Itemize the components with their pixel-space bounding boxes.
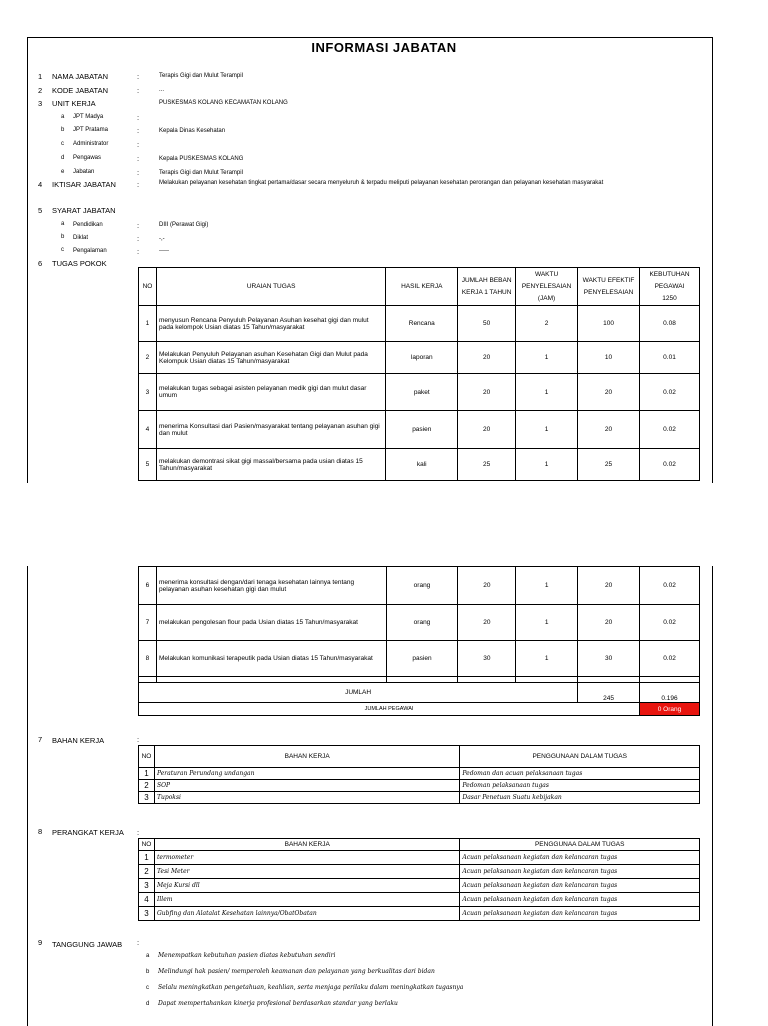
list-letter: b: [146, 969, 150, 975]
cell-efektif: 20: [578, 411, 640, 449]
cell-no: 7: [139, 605, 157, 641]
table-row: [139, 879, 700, 893]
header-kebutuhan-label: KEBUTUHAN PEGAWAI: [649, 270, 690, 290]
cell-bahan: termometer: [154, 851, 459, 865]
cell-kebutuhan: 0.02: [640, 567, 700, 605]
table-row: [139, 865, 700, 879]
cell-no: 1: [139, 851, 155, 865]
cell-hasil: paket: [386, 374, 458, 411]
cell-waktu: 1: [516, 605, 578, 641]
sub-value: Terapis Gigi dan Mulut Terampil: [159, 170, 243, 176]
cell-no: 2: [139, 780, 155, 792]
total-row: [139, 683, 700, 703]
field-num: 3: [38, 99, 43, 108]
sub-letter: c: [61, 247, 64, 253]
sub-label: Pengalaman: [73, 248, 107, 254]
cell-hasil: laporan: [386, 342, 458, 374]
cell-bahan: Meja Kursi dll: [154, 879, 459, 893]
cell-efektif: 20: [578, 605, 640, 641]
sub-label: Pengawas: [73, 155, 102, 161]
section-label: TANGGUNG JAWAB: [52, 940, 123, 949]
tugas-table-a: [138, 267, 700, 481]
cell-efektif: 20: [578, 567, 640, 605]
field-colon: :: [137, 234, 140, 243]
cell-no: 3: [139, 907, 155, 921]
cell-hasil: orang: [386, 567, 458, 605]
list-item: Melindungi hak pasien/ memperoleh keamanan dan pelayanan yang berkualitas dari bidan: [158, 968, 435, 975]
header-jumlah: JUMLAH BEBAN KERJA 1 TAHUN: [458, 268, 516, 306]
cell-jumlah: 20: [458, 342, 516, 374]
perangkat-table: [138, 838, 700, 921]
cell-hasil: orang: [386, 605, 458, 641]
field-colon: :: [137, 72, 140, 81]
sub-label: JPT Madya: [73, 114, 104, 120]
cell-guna: Acuan pelaksanaan kegiatan dan kelancaran tugas: [460, 893, 700, 907]
field-colon: :: [137, 247, 140, 256]
header-no: NO: [139, 746, 155, 768]
table-row: [139, 605, 700, 641]
cell-hasil: pasien: [386, 641, 458, 677]
list-letter: d: [146, 1001, 150, 1007]
sub-value: -----: [159, 248, 169, 254]
table-header: [139, 268, 700, 306]
sub-value: Kepala Dinas Kesehatan: [159, 128, 226, 134]
cell-guna: Acuan pelaksanaan kegiatan dan kelancaran tugas: [460, 879, 700, 893]
table-row: [139, 641, 700, 677]
cell-efektif: 100: [578, 306, 640, 342]
cell-uraian: Melakukan komunikasi terapeutik pada Usian diatas 15 Tahun/masyarakat: [156, 641, 386, 677]
cell-no: 3: [139, 792, 155, 804]
cell-bahan: Gubfing dan Alatalat Kesehatan lainnya/ObatObatan: [154, 907, 459, 921]
cell-no: 4: [139, 893, 155, 907]
cell-waktu: 1: [516, 449, 578, 481]
cell-bahan: Peraturan Perundang undangan: [154, 768, 459, 780]
field-colon: :: [137, 180, 140, 189]
header-guna: PENGGUNAAN DALAM TUGAS: [460, 746, 700, 768]
cell-kebutuhan: 0.02: [640, 641, 700, 677]
cell-efektif: 25: [578, 449, 640, 481]
section-label: PERANGKAT KERJA: [52, 828, 124, 837]
section-num: 8: [38, 827, 43, 836]
cell-no: 8: [139, 641, 157, 677]
cell-efektif: 20: [578, 374, 640, 411]
section-num: 7: [38, 735, 43, 744]
pegawai-row: [139, 703, 700, 716]
table-header: [139, 746, 700, 768]
header-kebutuhan: [640, 268, 700, 306]
cell-jumlah: 20: [458, 374, 516, 411]
table-row: [139, 306, 700, 342]
cell-guna: Acuan pelaksanaan kegiatan dan kelancaran tugas: [460, 907, 700, 921]
sub-letter: a: [61, 221, 65, 227]
field-colon: :: [137, 168, 140, 177]
sub-letter: d: [61, 155, 65, 161]
header-no: NO: [139, 268, 157, 306]
cell-uraian: menerima konsultasi dengan/dari tenaga kesehatan lainnya tentang pelayanan asuhan kesehatan gigi dan mulut: [156, 567, 386, 605]
total-kebutuhan: 0.196: [640, 683, 700, 703]
cell-no: 2: [139, 342, 157, 374]
cell-guna: Acuan pelaksanaan kegiatan dan kelancaran tugas: [460, 851, 700, 865]
field-num: 5: [38, 206, 43, 215]
field-colon: :: [137, 154, 140, 163]
sub-letter: b: [61, 127, 65, 133]
cell-no: 3: [139, 374, 157, 411]
field-value: Terapis Gigi dan Mulut Terampil: [159, 73, 243, 79]
header-guna: PENGGUNAA DALAM TUGAS: [460, 839, 700, 851]
cell-kebutuhan: 0.01: [640, 342, 700, 374]
table-row: [139, 449, 700, 481]
cell-guna: Acuan pelaksanaan kegiatan dan kelancaran tugas: [460, 865, 700, 879]
field-num: 4: [38, 180, 43, 189]
table-row: [139, 374, 700, 411]
cell-waktu: 1: [516, 641, 578, 677]
cell-bahan: Tesi Meter: [154, 865, 459, 879]
header-no: NO: [139, 839, 155, 851]
sub-letter: c: [61, 141, 64, 147]
cell-waktu: 1: [516, 374, 578, 411]
cell-uraian: melakukan tugas sebagai asisten pelayanan medik gigi dan mulut dasar umum: [156, 374, 385, 411]
cell-uraian: melakukan pengolesan flour pada Usian diatas 15 Tahun/masyarakat: [156, 605, 386, 641]
table-row: [139, 342, 700, 374]
cell-bahan: SOP: [154, 780, 459, 792]
sub-label: Jabatan: [73, 169, 95, 175]
page-title: INFORMASI JABATAN: [311, 40, 457, 55]
table-row: [139, 768, 700, 780]
cell-bahan: Tupoksi: [154, 792, 459, 804]
cell-no: 5: [139, 449, 157, 481]
header-uraian: URAIAN TUGAS: [156, 268, 385, 306]
cell-jumlah: 50: [458, 306, 516, 342]
header-waktu: WAKTU PENYELESAIAN (JAM): [516, 268, 578, 306]
table-row: [139, 567, 700, 605]
field-label: KODE JABATAN: [52, 86, 108, 95]
field-num: 1: [38, 72, 43, 81]
cell-guna: Dasar Penetuan Suatu kebijakan: [460, 792, 700, 804]
cell-hasil: Rencana: [386, 306, 458, 342]
list-item: Menempatkan kebutuhan pasien diatas kebutuhan sendiri: [158, 952, 336, 959]
cell-hasil: pasien: [386, 411, 458, 449]
sub-value: DIII (Perawat Gigi): [159, 222, 209, 228]
bahan-table: [138, 745, 700, 804]
cell-waktu: 2: [516, 306, 578, 342]
cell-uraian: menyusun Rencana Penyuluh Pelayanan Asuhan kesehat gigi dan mulut pada kelompok Usian diatas 15 Tahun/masyarakat: [156, 306, 385, 342]
sub-letter: e: [61, 169, 65, 175]
field-num: 6: [38, 259, 43, 268]
sub-label: JPT Pratama: [73, 127, 108, 133]
cell-no: 2: [139, 865, 155, 879]
cell-waktu: 1: [516, 567, 578, 605]
table-row: [139, 907, 700, 921]
table-row: [139, 851, 700, 865]
cell-guna: Pedoman pelaksanaan tugas: [460, 780, 700, 792]
sub-label: Administrator: [73, 141, 109, 147]
header-efektif: WAKTU EFEKTIF PENYELESAIAN: [578, 268, 640, 306]
section-label: BAHAN KERJA: [52, 736, 105, 745]
field-label: SYARAT JABATAN: [52, 206, 116, 215]
cell-kebutuhan: 0.02: [640, 605, 700, 641]
cell-jumlah: 30: [458, 641, 516, 677]
list-item: Dapat mempertahankan kinerja profesional berdasarkan standar yang berlaku: [158, 1000, 398, 1007]
cell-kebutuhan: 0.02: [640, 411, 700, 449]
sub-label: Pendidikan: [73, 222, 103, 228]
cell-bahan: Illem: [154, 893, 459, 907]
cell-no: 3: [139, 879, 155, 893]
cell-jumlah: 20: [458, 567, 516, 605]
field-colon: :: [137, 735, 140, 744]
list-letter: a: [146, 953, 150, 959]
section-num: 9: [38, 938, 43, 947]
field-value: PUSKESMAS KOLANG KECAMATAN KOLANG: [159, 100, 288, 106]
cell-efektif: 30: [578, 641, 640, 677]
cell-jumlah: 20: [458, 605, 516, 641]
header-bahan: BAHAN KERJA: [154, 746, 459, 768]
list-item: Selalu meningkatkan pengetahuan, keahlian, serta menjaga perilaku dalam meningkatkan tugasnya: [158, 984, 464, 991]
cell-no: 6: [139, 567, 157, 605]
field-label: IKTISAR JABATAN: [52, 180, 116, 189]
cell-no: 1: [139, 768, 155, 780]
cell-jumlah: 20: [458, 411, 516, 449]
sub-label: Diklat: [73, 235, 89, 241]
cell-hasil: kali: [386, 449, 458, 481]
field-label: NAMA JABATAN: [52, 72, 108, 81]
tugas-table-b: [138, 566, 700, 716]
sub-letter: b: [61, 234, 65, 240]
cell-guna: Pedoman dan acuan pelaksanaan tugas: [460, 768, 700, 780]
list-letter: c: [146, 985, 149, 991]
cell-kebutuhan: 0.02: [640, 374, 700, 411]
field-colon: :: [137, 828, 140, 837]
cell-uraian: menerima Konsultasi dari Pasien/masyarakat tentang pelayanan asuhan gigi dan mulut: [156, 411, 385, 449]
cell-no: 1: [139, 306, 157, 342]
cell-kebutuhan: 0.02: [640, 449, 700, 481]
sub-value: -,-: [159, 236, 165, 242]
total-label: JUMLAH: [139, 683, 578, 703]
field-label: TUGAS POKOK: [52, 259, 107, 268]
pegawai-value: 0 Orang: [640, 703, 700, 716]
table-row: [139, 893, 700, 907]
field-label: UNIT KERJA: [52, 99, 96, 108]
header-hasil: HASIL KERJA: [386, 268, 458, 306]
cell-jumlah: 25: [458, 449, 516, 481]
cell-efektif: 10: [578, 342, 640, 374]
table-row: [139, 411, 700, 449]
pegawai-label: JUMLAH PEGAWAI: [139, 703, 640, 716]
sub-letter: a: [61, 114, 65, 120]
cell-waktu: 1: [516, 342, 578, 374]
field-colon: :: [137, 140, 140, 149]
total-efektif: 245: [578, 683, 640, 703]
cell-no: 4: [139, 411, 157, 449]
cell-uraian: melakukan demontrasi sikat gigi massal/bersama pada usian diatas 15 Tahun/masyarakat: [156, 449, 385, 481]
field-colon: :: [137, 86, 140, 95]
field-colon: :: [137, 938, 140, 947]
field-value: ...: [159, 87, 165, 93]
cell-waktu: 1: [516, 411, 578, 449]
table-header: [139, 839, 700, 851]
field-colon: :: [137, 113, 140, 122]
field-colon: :: [137, 126, 140, 135]
field-colon: :: [137, 221, 140, 230]
cell-uraian: Melakukan Penyuluh Pelayanan asuhan Kesehatan Gigi dan Mulut pada Kelompuk Usian diatas 15 Tahun/masyarakat: [156, 342, 385, 374]
field-num: 2: [38, 86, 43, 95]
header-kebutuhan-value: 1250: [662, 294, 677, 302]
cell-kebutuhan: 0.08: [640, 306, 700, 342]
table-row: [139, 792, 700, 804]
header-bahan: BAHAN KERJA: [154, 839, 459, 851]
sub-value: Kepala PUSKESMAS KOLANG: [159, 156, 244, 162]
ikhtisar-value: Melakukan pelayanan kesehatan tingkat pertama/dasar secara menyeluruh & terpadu meliputi pelayanan kesehatan perorangan dan pelayanan kesehatan masyarakat: [159, 180, 604, 186]
table-row: [139, 780, 700, 792]
